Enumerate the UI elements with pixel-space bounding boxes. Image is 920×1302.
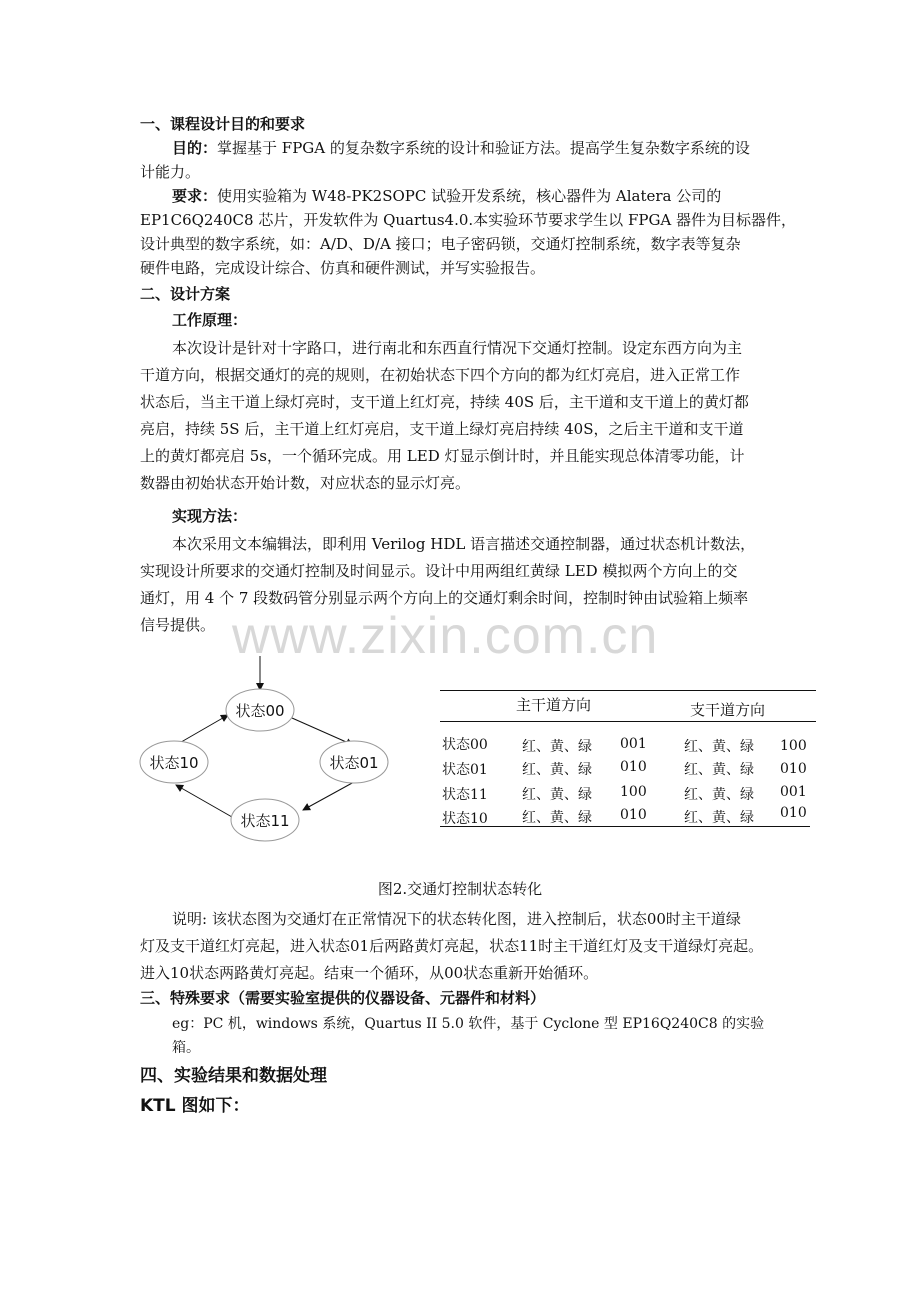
state-table [440, 688, 816, 834]
row-main-lights: 红、黄、绿 [522, 787, 592, 803]
section3-heading: 三、特殊要求（需要实验室提供的仪器设备、元器件和材料） [140, 989, 546, 1007]
section4-subheading: KTL 图如下： [140, 1096, 250, 1116]
row-branch-lights: 红、黄、绿 [684, 787, 754, 803]
state-diagram [130, 652, 400, 852]
state-01-label: 状态01 [329, 754, 379, 772]
purpose-line-1 [172, 136, 792, 160]
row-main-lights: 红、黄、绿 [522, 739, 592, 755]
purpose-label: 目的： [172, 139, 218, 157]
row-branch-lights: 红、黄、绿 [684, 810, 754, 826]
arrow-01-11 [303, 782, 354, 810]
row-state: 状态00 [442, 737, 488, 753]
arrow-11-10 [176, 785, 232, 817]
requirement-line-3: 设计典型的数字系统，如：A/D、D/A 接口；电子密码锁，交通灯控制系统，数字表等复杂 [140, 235, 741, 253]
requirement-label: 要求： [172, 187, 218, 205]
purpose-line-2: 计能力。 [140, 163, 201, 181]
principle-line: 上的黄灯都亮启 5s，一个循环完成。用 LED 灯显示倒计时，并且能实现总体清零功能，计 [140, 447, 745, 465]
row-main-code: 100 [620, 784, 647, 800]
explanation-line: 进入10状态两路黄灯亮起。结束一个循环，从00状态重新开始循环。 [140, 964, 599, 982]
section3-line-2: 箱。 [172, 1040, 200, 1056]
section3-line-1: eg：PC 机，windows 系统，Quartus II 5.0 软件，基于 Cyclone 型 EP16Q240C8 的实验 [172, 1016, 765, 1032]
table-top-rule [440, 690, 816, 691]
row-branch-lights: 红、黄、绿 [684, 762, 754, 778]
state-01-node [320, 741, 388, 783]
purpose-text: 掌握基于 FPGA 的复杂数字系统的设计和验证方法。提高学生复杂数字系统的设 [217, 139, 750, 157]
principle-line: 本次设计是针对十字路口，进行南北和东西直行情况下交通灯控制。设定东西方向为主 [172, 339, 743, 357]
table-header-rule [440, 721, 816, 722]
header-main: 主干道方向 [516, 696, 592, 714]
method-line: 信号提供。 [140, 616, 216, 634]
requirement-line-1 [172, 184, 792, 208]
row-branch-code: 010 [780, 805, 807, 821]
table-bottom-rule [440, 826, 810, 827]
row-branch-code: 010 [780, 761, 807, 777]
state-00-node [226, 689, 294, 731]
explanation-line: 说明: 该状态图为交通灯在正常情况下的状态转化图，进入控制后，状态00时主干道绿 [172, 910, 741, 928]
section2-heading: 二、设计方案 [140, 285, 231, 303]
section4-heading: 四、实验结果和数据处理 [140, 1066, 327, 1086]
explanation-line: 灯及支干道红灯亮起，进入状态01后两路黄灯亮起，状态11时主干道红灯及支干道绿灯亮起。 [140, 937, 764, 955]
header-branch: 支干道方向 [690, 701, 766, 719]
method-line: 通灯，用 4 个 7 段数码管分别显示两个方向上的交通灯剩余时间，控制时钟由试验箱上频率 [140, 589, 749, 607]
method-line: 本次采用文本编辑法，即利用 Verilog HDL 语言描述交通控制器，通过状态机计数法， [172, 535, 756, 553]
method-label: 实现方法： [172, 507, 248, 525]
row-main-code: 001 [620, 736, 647, 752]
arrow-00-01 [292, 718, 353, 745]
principle-line: 数器由初始状态开始计数，对应状态的显示灯亮。 [140, 474, 471, 492]
state-11-node [231, 799, 299, 841]
row-state: 状态11 [442, 787, 488, 803]
requirement-line-2: EP1C6Q240C8 芯片，开发软件为 Quartus4.0.本实验环节要求学生以 FPGA 器件为目标器件， [140, 211, 797, 229]
method-line: 实现设计所要求的交通灯控制及时间显示。设计中用两组红黄绿 LED 模拟两个方向上的交 [140, 562, 738, 580]
principle-line: 状态后，当主干道上绿灯亮时，支干道上红灯亮，持续 40S 后，主干道和支干道上的黄灯都 [140, 393, 749, 411]
row-branch-code: 001 [780, 784, 807, 800]
row-main-lights: 红、黄、绿 [522, 762, 592, 778]
requirement-text: 使用实验箱为 W48-PK2SOPC 试验开发系统，核心器件为 Alatera 公司的 [217, 187, 722, 205]
row-branch-lights: 红、黄、绿 [684, 739, 754, 755]
row-main-code: 010 [620, 759, 647, 775]
row-state: 状态01 [442, 762, 488, 778]
watermark: www.zixin.com.cn [232, 607, 659, 665]
state-11-label: 状态11 [240, 812, 290, 830]
row-main-code: 010 [620, 807, 647, 823]
row-branch-code: 100 [780, 738, 807, 754]
state-00-label: 状态00 [235, 702, 285, 720]
section1-heading: 一、课程设计目的和要求 [140, 115, 306, 133]
principle-label: 工作原理： [172, 311, 248, 329]
state-10-label: 状态10 [149, 754, 199, 772]
state-10-node [140, 741, 208, 783]
principle-line: 亮启，持续 5S 后，主干道上红灯亮启，支干道上绿灯亮启持续 40S，之后主干道和支干道 [140, 420, 744, 438]
figure-caption: 图2.交通灯控制状态转化 [377, 880, 543, 898]
arrow-10-00 [176, 715, 228, 745]
row-state: 状态10 [442, 811, 488, 827]
principle-line: 干道方向，根据交通灯的亮的规则，在初始状态下四个方向的都为红灯亮启，进入正常工作 [140, 366, 741, 384]
row-main-lights: 红、黄、绿 [522, 810, 592, 826]
requirement-line-4: 硬件电路，完成设计综合、仿真和硬件测试，并写实验报告。 [140, 259, 546, 277]
